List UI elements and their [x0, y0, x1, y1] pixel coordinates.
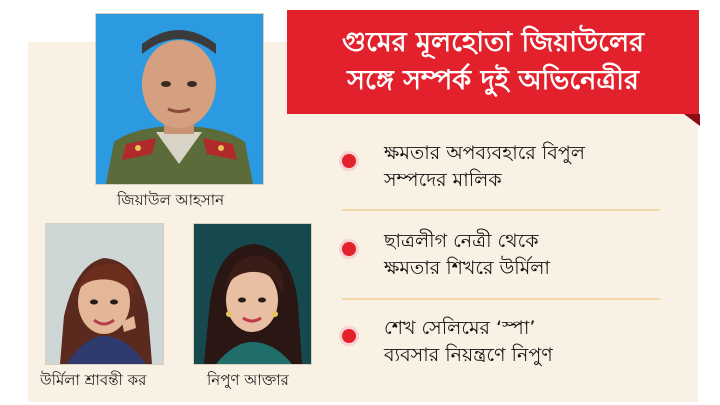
headline-line-2: সঙ্গে সম্পর্ক দুই অভিনেত্রীর: [347, 65, 639, 96]
red-bullet-icon: [342, 242, 356, 256]
photo-nipun: [193, 223, 312, 365]
headline-fold-corner: [684, 114, 700, 126]
bullet-line-2: ব্যবসার নিয়ন্ত্রণে নিপুণ: [384, 344, 553, 366]
caption-ziaul-ahsan: জিয়াউল আহসান: [117, 191, 225, 209]
bullet-line-2: সম্পদের মালিক: [384, 169, 502, 191]
bullet-line-1: ছাত্রলীগ নেত্রী থেকে: [384, 230, 539, 252]
photo-ziaul-ahsan: [95, 13, 264, 185]
bullet-item: [342, 140, 672, 200]
portrait-officer-image: [96, 14, 263, 184]
caption-nipun: নিপুণ আক্তার: [207, 371, 289, 389]
bullet-line-1: ক্ষমতার অপব্যবহারে বিপুল: [384, 142, 585, 164]
bullet-text: [384, 140, 585, 194]
red-bullet-icon: [342, 329, 356, 343]
bullet-line-2: ক্ষমতার শিখরে উর্মিলা: [384, 257, 550, 279]
headline-line-1: গুমের মূলহোতা জিয়াউলের: [342, 27, 644, 58]
headline-text: [287, 24, 699, 100]
caption-urmila: উর্মিলা শ্রাবন্তী কর: [40, 371, 147, 389]
bullet-line-1: শেখ সেলিমের ‘স্পা’: [384, 317, 536, 339]
portrait-urmila-image: [46, 224, 163, 364]
bullet-text: [384, 228, 550, 282]
photo-urmila: [45, 223, 164, 365]
bullet-item: [342, 228, 672, 288]
headline-banner: [287, 10, 699, 114]
bullet-text: [384, 315, 553, 369]
bullet-divider: [342, 209, 660, 211]
bullet-divider: [342, 298, 660, 300]
portrait-nipun-image: [194, 224, 311, 364]
red-bullet-icon: [342, 154, 356, 168]
bullet-item: [342, 315, 672, 375]
